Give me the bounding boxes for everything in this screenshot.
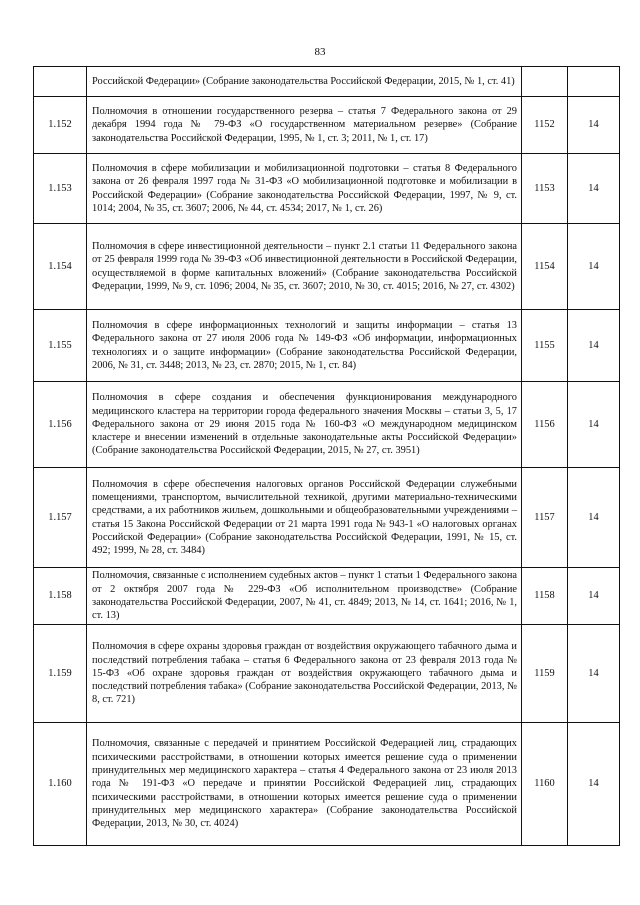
row-value: 14	[568, 625, 620, 723]
row-number: 1.155	[34, 310, 87, 382]
registry-table-body	[34, 67, 620, 846]
row-description: Полномочия, связанные с исполнением судебных актов – пункт 1 статьи 1 Федерального закона от 2 октября 2007 года № 229-ФЗ «Об исполнительном производстве» (Собрание законодательства Российской Федерации, 2007, № 41, ст. 4849; 2013, № 14, ст. 1641; 2016, № 1, ст. 13)	[87, 568, 522, 625]
row-value: 14	[568, 382, 620, 468]
row-description: Полномочия в сфере обеспечения налоговых органов Российской Федерации служебными помещениями, транспортом, вычислительной техникой, другими материально-техническими средствами, а их работников жильем, дошкольными и общеобразовательными учреждениями – статья 15 Закона Российской Федерации от 21 марта 1991 года № 943-1 «О налоговых органах Российской Федерации» (Собрание законодательства Российской Федерации, 1991, № 15, ст. 492; 1999, № 28, ст. 3484)	[87, 468, 522, 568]
row-description: Полномочия в сфере создания и обеспечения функционирования международного медицинского кластера на территории города федерального значения Москвы – статьи 3, 5, 17 Федерального закона от 29 июня 2015 года № 160-ФЗ «О международном медицинском кластере и внесении изменений в отдельные законодательные акты Российской Федерации» (Собрание законодательства Российской Федерации, 2015, № 27, ст. 3951)	[87, 382, 522, 468]
row-value: 14	[568, 568, 620, 625]
row-code: 1158	[522, 568, 568, 625]
row-number: 1.153	[34, 154, 87, 224]
table-row	[34, 154, 620, 224]
row-value: 14	[568, 224, 620, 310]
table-row	[34, 723, 620, 846]
row-number: 1.160	[34, 723, 87, 846]
table-row	[34, 67, 620, 97]
row-code: 1159	[522, 625, 568, 723]
row-value: 14	[568, 154, 620, 224]
row-code: 1153	[522, 154, 568, 224]
row-number: 1.152	[34, 97, 87, 154]
row-value: 14	[568, 468, 620, 568]
row-description: Полномочия в отношении государственного резерва – статья 7 Федерального закона от 29 декабря 1994 года № 79-ФЗ «О государственном материальном резерве» (Собрание законодательства Российской Федерации, 1995, № 1, ст. 3; 2011, № 1, ст. 17)	[87, 97, 522, 154]
row-number: 1.158	[34, 568, 87, 625]
row-description: Российской Федерации» (Собрание законодательства Российской Федерации, 2015, № 1, ст. 41)	[87, 67, 522, 97]
table-row	[34, 310, 620, 382]
row-code: 1156	[522, 382, 568, 468]
row-code: 1155	[522, 310, 568, 382]
row-code: 1152	[522, 97, 568, 154]
table-row	[34, 382, 620, 468]
table-row	[34, 468, 620, 568]
table-row	[34, 568, 620, 625]
row-number: 1.154	[34, 224, 87, 310]
row-value: 14	[568, 723, 620, 846]
row-number: 1.159	[34, 625, 87, 723]
row-description: Полномочия в сфере информационных технологий и защиты информации – статья 13 Федерального закона от 27 июля 2006 года № 149-ФЗ «Об информации, информационных технологиях и о защите информации» (Собрание законодательства Российской Федерации, 2006, № 31, ст. 3448; 2013, № 23, ст. 2870; 2015, № 1, ст. 84)	[87, 310, 522, 382]
row-code: 1157	[522, 468, 568, 568]
row-code	[522, 67, 568, 97]
row-description: Полномочия в сфере охраны здоровья граждан от воздействия окружающего табачного дыма и последствий потребления табака – статья 6 Федерального закона от 23 февраля 2013 года № 15-ФЗ «Об охране здоровья граждан от воздействия окружающего табачного дыма и последствий потребления табака» (Собрание законодательства Российской Федерации, 2013, № 8, ст. 721)	[87, 625, 522, 723]
table-row	[34, 97, 620, 154]
row-value: 14	[568, 97, 620, 154]
row-code: 1154	[522, 224, 568, 310]
table-row	[34, 625, 620, 723]
row-value: 14	[568, 310, 620, 382]
table-row	[34, 224, 620, 310]
row-code: 1160	[522, 723, 568, 846]
row-description: Полномочия в сфере мобилизации и мобилизационной подготовки – статья 8 Федерального закона от 26 февраля 1997 года № 31-ФЗ «О мобилизационной подготовке и мобилизации в Российской Федерации» (Собрание законодательства Российской Федерации, 1997, № 9, ст. 1014; 2004, № 35, ст. 3607; 2006, № 44, ст. 4534; 2017, № 1, ст. 26)	[87, 154, 522, 224]
page-number: 83	[314, 46, 326, 58]
row-number: 1.156	[34, 382, 87, 468]
row-number	[34, 67, 87, 97]
row-number: 1.157	[34, 468, 87, 568]
row-description: Полномочия в сфере инвестиционной деятельности – пункт 2.1 статьи 11 Федерального закона от 25 февраля 1999 года № 39-ФЗ «Об инвестиционной деятельности в Российской Федерации, осуществляемой в форме капитальных вложений» (Собрание законодательства Российской Федерации, 1999, № 9, ст. 1096; 2004, № 35, ст. 3607; 2010, № 30, ст. 4015; 2016, № 27, ст. 4302)	[87, 224, 522, 310]
registry-table	[33, 66, 620, 846]
row-description: Полномочия, связанные с передачей и принятием Российской Федерацией лиц, страдающих психическими расстройствами, в отношении которых имеется решение суда о применении принудительных мер медицинского характера – статья 4 Федерального закона от 23 июля 2013 года № 191-ФЗ «О передаче и принятии Российской Федерацией лиц, страдающих психическими расстройствами, в отношении которых имеется решение суда о применении принудительных мер медицинского характера» (Собрание законодательства Российской Федерации, 2013, № 30, ст. 4024)	[87, 723, 522, 846]
row-value	[568, 67, 620, 97]
